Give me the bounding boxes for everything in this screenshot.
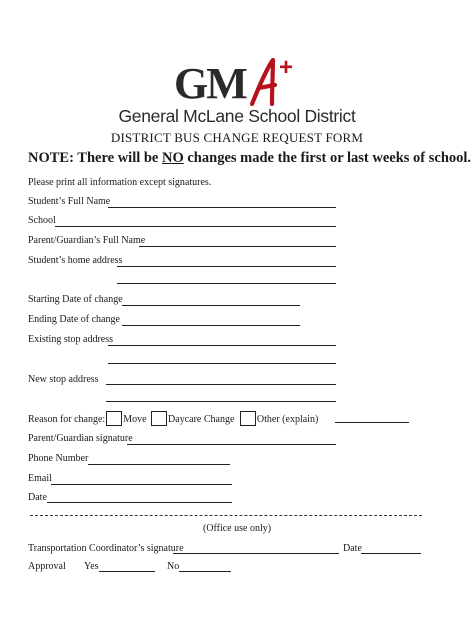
home-address-field[interactable] <box>117 266 336 267</box>
coordinator-signature-field[interactable] <box>173 553 339 554</box>
district-logo <box>0 54 474 128</box>
phone-field[interactable] <box>88 464 230 465</box>
coordinator-signature-label: Transportation Coordinator’s signature <box>28 543 184 554</box>
student-name-label: Student’s Full Name <box>28 196 111 207</box>
office-use-heading: (Office use only) <box>202 523 272 534</box>
date-field[interactable] <box>47 502 232 503</box>
end-date-field[interactable] <box>122 325 300 326</box>
reason-label: Reason for change: <box>28 414 106 425</box>
school-field[interactable] <box>55 226 336 227</box>
reason-other-label: Other (explain) <box>256 414 319 425</box>
logo-a-letter: A <box>250 58 251 59</box>
new-stop-label: New stop address <box>28 374 99 385</box>
start-date-label: Starting Date of change <box>28 294 123 305</box>
office-date-label: Date <box>343 543 362 554</box>
existing-stop-label: Existing stop address <box>28 334 113 345</box>
school-label: School <box>28 215 56 226</box>
note-emphasis: NO <box>162 150 184 166</box>
phone-label: Phone Number <box>28 453 89 464</box>
approval-no-field[interactable] <box>179 571 231 572</box>
approval-no-label: No <box>167 561 180 572</box>
district-name: General McLane School District <box>118 106 356 126</box>
end-date-label: Ending Date of change <box>28 314 120 325</box>
home-address-label: Student’s home address <box>28 255 123 266</box>
home-address-field-line2[interactable] <box>117 283 336 284</box>
logo-letters-gm: GM <box>174 59 246 108</box>
existing-stop-field-line2[interactable] <box>108 363 336 364</box>
logo-red-a-icon <box>250 58 282 106</box>
form-title: DISTRICT BUS CHANGE REQUEST FORM <box>110 130 364 145</box>
start-date-field[interactable] <box>122 305 300 306</box>
daycare-checkbox[interactable] <box>151 411 167 426</box>
office-date-field[interactable] <box>361 553 421 554</box>
note-prefix: NOTE: There will be <box>28 150 162 166</box>
existing-stop-field[interactable] <box>108 345 336 346</box>
note-suffix: changes made the first or last weeks of school. <box>183 150 472 166</box>
new-stop-field-line2[interactable] <box>106 401 336 402</box>
student-name-field[interactable] <box>108 207 336 208</box>
date-label: Date <box>28 492 47 503</box>
reason-row <box>28 411 318 426</box>
approval-label: Approval <box>28 561 66 572</box>
logo-plus: + <box>279 54 294 81</box>
reason-daycare-label: Daycare Change <box>168 414 235 425</box>
reason-other-explain-field[interactable] <box>335 422 409 423</box>
approval-yes-label: Yes <box>84 561 99 572</box>
move-checkbox[interactable] <box>106 411 122 426</box>
approval-yes-field[interactable] <box>99 571 155 572</box>
instructions: Please print all information except signatures. <box>28 177 212 188</box>
note <box>28 150 471 167</box>
email-field[interactable] <box>51 484 232 485</box>
new-stop-field[interactable] <box>106 384 336 385</box>
other-checkbox[interactable] <box>240 411 256 426</box>
parent-name-label: Parent/Guardian’s Full Name <box>28 235 146 246</box>
reason-move-label: Move <box>123 414 147 425</box>
email-label: Email <box>28 473 52 484</box>
parent-name-field[interactable] <box>139 246 336 247</box>
parent-signature-label: Parent/Guardian signature <box>28 433 133 444</box>
parent-signature-field[interactable] <box>127 444 336 445</box>
office-divider <box>30 515 422 516</box>
